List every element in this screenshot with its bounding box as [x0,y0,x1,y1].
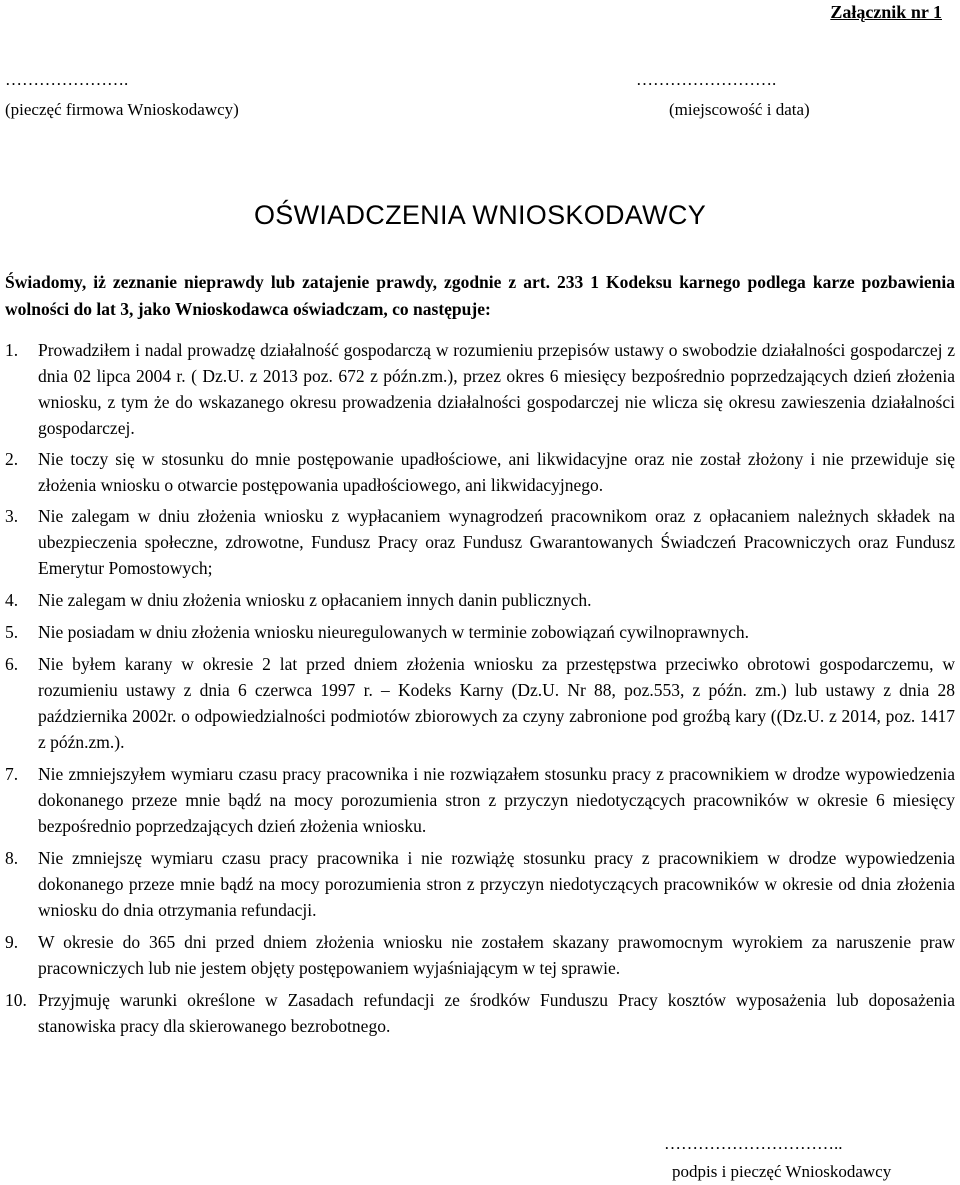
stamp-placeholder-dots: …………………. [5,70,129,89]
declaration-item [5,503,955,581]
declaration-item [5,929,955,981]
item-number: 8. [5,848,19,868]
declarations-list [5,337,955,1039]
declaration-item [5,587,955,613]
item-number: 2. [5,449,19,469]
item-number: 3. [5,506,19,526]
item-text: Nie zalegam w dniu złożenia wniosku z wypłacaniem wynagrodzeń pracownikom oraz z opłacaniem należnych składek na ubezpieczenia społeczne, zdrowotne, Fundusz Pracy oraz Fundusz Gwarantowanych Świadczeń Pracowniczych oraz Fundusz Emerytur Pomostowych; [38,506,955,578]
item-text: W okresie do 365 dni przed dniem złożenia wniosku nie zostałem skazany prawomocnym wyrokiem za naruszenie praw pracowniczych lub nie jestem objęty postępowaniem wyjaśniającym w tej sprawie. [38,932,955,978]
place-date-caption: (miejscowość i data) [669,100,810,119]
document-title: OŚWIADCZENIA WNIOSKODAWCY [253,200,707,230]
declaration-item [5,446,955,498]
declaration-item [5,619,955,645]
item-text: Nie zalegam w dniu złożenia wniosku z opłacaniem innych danin publicznych. [38,590,592,610]
item-text: Przyjmuję warunki określone w Zasadach refundacji ze środków Funduszu Pracy kosztów wyposażenia lub doposażenia stanowiska pracy dla skierowanego bezrobotnego. [38,990,955,1036]
signature-caption: podpis i pieczęć Wnioskodawcy [672,1162,892,1181]
item-text: Nie zmniejszę wymiaru czasu pracy pracownika i nie rozwiążę stosunku pracy z pracownikiem w drodze wypowiedzenia dokonanego przeze mnie bądź na mocy porozumienia stron z przyczyn niedotyczących pracowników w okresie od dnia złożenia wniosku do dnia otrzymania refundacji. [38,848,955,920]
intro-statement: Świadomy, iż zeznanie nieprawdy lub zatajenie prawdy, zgodnie z art. 233 1 Kodeksu karnego podlega karze pozbawienia wolności do lat 3, jako Wnioskodawca oświadczam, co następuje: [5,272,955,319]
item-text: Nie zmniejszyłem wymiaru czasu pracy pracownika i nie rozwiązałem stosunku pracy z pracownikiem w drodze wypowiedzenia dokonanego przeze mnie bądź na mocy porozumienia stron z przyczyn niedotyczących pracowników w okresie 6 miesięcy bezpośrednio poprzedzających dzień złożenia wniosku. [38,764,955,836]
item-number: 7. [5,764,19,784]
stamp-caption: (pieczęć firmowa Wnioskodawcy) [5,100,239,119]
declaration-item [5,987,955,1039]
item-text: Nie posiadam w dniu złożenia wniosku nieuregulowanych w terminie zobowiązań cywilnoprawnych. [38,622,749,642]
declaration-item [5,761,955,839]
item-number: 6. [5,654,19,674]
item-number: 1. [5,340,19,360]
signature-placeholder-dots: ………………………….. [664,1134,843,1153]
item-number: 5. [5,622,19,642]
declaration-item [5,651,955,755]
item-number: 4. [5,590,19,610]
item-text: Nie byłem karany w okresie 2 lat przed dniem złożenia wniosku za przestępstwa przeciwko obrotowi gospodarczemu, w rozumieniu ustawy z dnia 6 czerwca 1997 r. – Kodeks Karny (Dz.U. Nr 88, poz.553, z późn. zm.) lub ustawy z dnia 28 października 2002r. o odpowiedzialności podmiotów zbiorowych za czyny zabronione pod groźbą kary ((Dz.U. z 2014, poz. 1417 z późn.zm.). [38,654,955,752]
item-number: 9. [5,932,19,952]
place-date-placeholder-dots: ……………………. [636,70,777,89]
item-text: Nie toczy się w stosunku do mnie postępowanie upadłościowe, ani likwidacyjne oraz nie został złożony i nie przewiduje się złożenia wniosku o otwarcie postępowania upadłościowego, ani likwidacyjnego. [38,449,955,495]
declaration-item [5,845,955,923]
item-text: Prowadziłem i nadal prowadzę działalność gospodarczą w rozumieniu przepisów ustawy o swobodzie działalności gospodarczej z dnia 02 lipca 2004 r. ( Dz.U. z 2013 poz. 672 z późn.zm.), przez okres 6 miesięcy bezpośrednio poprzedzających dzień złożenia wniosku, z tym że do wskazanego okresu prowadzenia działalności gospodarczej nie wlicza się okresu zawieszenia działalności gospodarczej. [38,340,955,438]
item-number: 10. [5,990,27,1010]
declaration-item [5,337,955,441]
annex-label: Załącznik nr 1 [830,2,942,22]
